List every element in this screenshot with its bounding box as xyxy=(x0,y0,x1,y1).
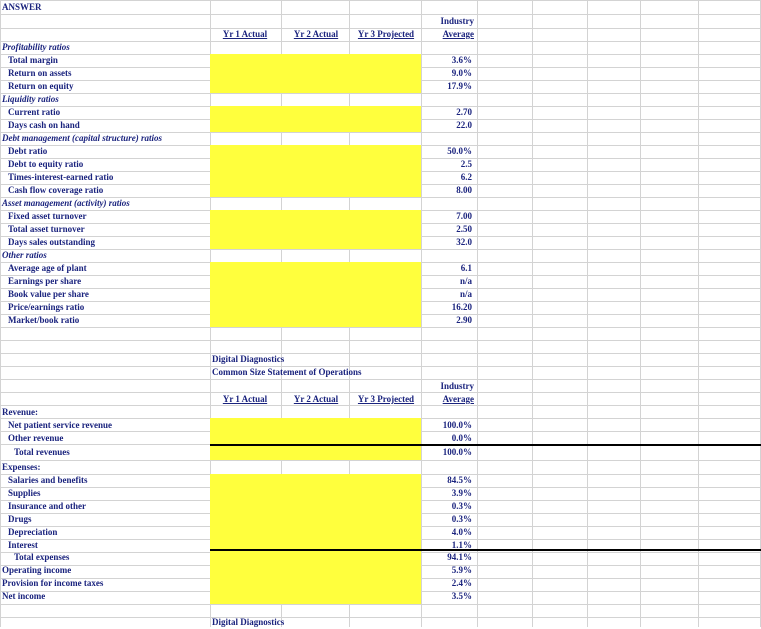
ops-row-label: Other revenue xyxy=(8,433,64,443)
ops-row-industry-value: 0.3% xyxy=(451,501,472,511)
ratio-row-industry-value: 6.2 xyxy=(460,172,472,182)
ratio-row-label: Earnings per share xyxy=(8,276,82,286)
ratio-row-label: Asset management (activity) ratios xyxy=(2,198,130,208)
ratio-row-label: Market/book ratio xyxy=(8,315,80,325)
ops-row-label: Net income xyxy=(2,591,46,601)
ops-row-label: Interest xyxy=(8,540,38,550)
subtotal-rule-revenue xyxy=(210,444,761,446)
ops-row-label: Insurance and other xyxy=(8,501,87,511)
ratio-row-industry-value: n/a xyxy=(459,276,472,286)
ratio-row-industry-value: 16.20 xyxy=(451,302,472,312)
ops-row-industry-value: 84.5% xyxy=(447,475,472,485)
ratio-row-label: Return on assets xyxy=(8,68,72,78)
ratio-row-label: Total asset turnover xyxy=(8,224,85,234)
ops-row-industry-value: 1.1% xyxy=(451,540,472,550)
ops-row-label: Operating income xyxy=(2,565,72,575)
input-block-debt[interactable] xyxy=(210,145,421,197)
ratio-row-label: Book value per share xyxy=(8,289,89,299)
ops-row-industry-value: 2.4% xyxy=(451,578,472,588)
ratio-row-label: Debt to equity ratio xyxy=(8,159,84,169)
answer-label: ANSWER xyxy=(2,2,42,12)
yr3-header: Yr 3 Projected xyxy=(357,29,415,39)
ratio-row-industry-value: 7.00 xyxy=(456,211,472,221)
ops-row-label: Expenses: xyxy=(2,462,41,472)
yr2-header-2: Yr 2 Actual xyxy=(293,394,339,404)
subtotal-rule-expenses xyxy=(210,549,761,551)
ratio-row-industry-value: 17.9% xyxy=(447,81,472,91)
ops-row-industry-value: 5.9% xyxy=(451,565,472,575)
yr1-header: Yr 1 Actual xyxy=(222,29,268,39)
ops-row-label: Total expenses xyxy=(14,552,70,562)
ops-row-industry-value: 3.5% xyxy=(451,591,472,601)
ratio-row-label: Debt ratio xyxy=(8,146,48,156)
ratio-row-industry-value: 32.0 xyxy=(456,237,472,247)
ops-row-industry-value: 4.0% xyxy=(451,527,472,537)
ratio-row-label: Profitability ratios xyxy=(2,42,70,52)
ratio-row-label: Price/earnings ratio xyxy=(8,302,85,312)
ratio-row-label: Times-interest-earned ratio xyxy=(8,172,114,182)
footer-title: Digital Diagnostics xyxy=(212,617,285,627)
statement-subtitle: Common Size Statement of Operations xyxy=(212,367,362,377)
input-block-revenue[interactable] xyxy=(210,418,421,460)
ratio-row-industry-value: 3.6% xyxy=(451,55,472,65)
ratio-row-label: Cash flow coverage ratio xyxy=(8,185,104,195)
input-block-profitability[interactable] xyxy=(210,54,421,93)
input-block-other[interactable] xyxy=(210,262,421,327)
ratio-row-label: Return on equity xyxy=(8,81,74,91)
industry-header-2: Industry xyxy=(440,381,474,391)
ratio-row-industry-value: 9.0% xyxy=(451,68,472,78)
ops-row-label: Revenue: xyxy=(2,407,38,417)
average-header: Average xyxy=(442,29,474,39)
input-block-asset[interactable] xyxy=(210,210,421,249)
ratio-row-industry-value: 8.00 xyxy=(456,185,472,195)
ops-row-label: Supplies xyxy=(8,488,41,498)
ratio-row-industry-value: 22.0 xyxy=(456,120,472,130)
ratio-row-label: Average age of plant xyxy=(8,263,87,273)
ops-row-industry-value: 3.9% xyxy=(451,488,472,498)
ratio-row-label: Fixed asset turnover xyxy=(8,211,87,221)
ratio-row-label: Days cash on hand xyxy=(8,120,80,130)
ratio-row-label: Current ratio xyxy=(8,107,61,117)
ratio-row-industry-value: 6.1 xyxy=(460,263,472,273)
yr3-header-2: Yr 3 Projected xyxy=(357,394,415,404)
yr1-header-2: Yr 1 Actual xyxy=(222,394,268,404)
ratio-row-label: Total margin xyxy=(8,55,58,65)
ops-row-label: Total revenues xyxy=(14,447,70,457)
ratio-row-industry-value: 2.50 xyxy=(456,224,472,234)
yr2-header: Yr 2 Actual xyxy=(293,29,339,39)
ratio-row-label: Days sales outstanding xyxy=(8,237,96,247)
input-block-liquidity[interactable] xyxy=(210,106,421,132)
ops-row-industry-value: 0.3% xyxy=(451,514,472,524)
ratio-row-label: Liquidity ratios xyxy=(2,94,59,104)
ops-row-industry-value: 94.1% xyxy=(447,552,472,562)
ratio-row-industry-value: 2.90 xyxy=(456,315,472,325)
ratio-row-industry-value: 2.70 xyxy=(456,107,472,117)
ops-row-label: Drugs xyxy=(8,514,32,524)
ratio-row-industry-value: 50.0% xyxy=(447,146,472,156)
ops-row-label: Provision for income taxes xyxy=(2,578,104,588)
ops-row-label: Salaries and benefits xyxy=(8,475,88,485)
ops-row-label: Net patient service revenue xyxy=(8,420,113,430)
ops-row-industry-value: 0.0% xyxy=(451,433,472,443)
ratio-row-label: Debt management (capital structure) ratios xyxy=(2,133,163,143)
ops-row-industry-value: 100.0% xyxy=(442,420,472,430)
ratio-row-industry-value: n/a xyxy=(459,289,472,299)
ops-row-label: Depreciation xyxy=(8,527,58,537)
average-header-2: Average xyxy=(442,394,474,404)
industry-header: Industry xyxy=(440,16,474,26)
ops-row-industry-value: 100.0% xyxy=(442,447,472,457)
ratio-row-industry-value: 2.5 xyxy=(460,159,472,169)
input-block-expenses[interactable] xyxy=(210,474,421,604)
statement-title: Digital Diagnostics xyxy=(212,354,285,364)
ratio-row-label: Other ratios xyxy=(2,250,47,260)
